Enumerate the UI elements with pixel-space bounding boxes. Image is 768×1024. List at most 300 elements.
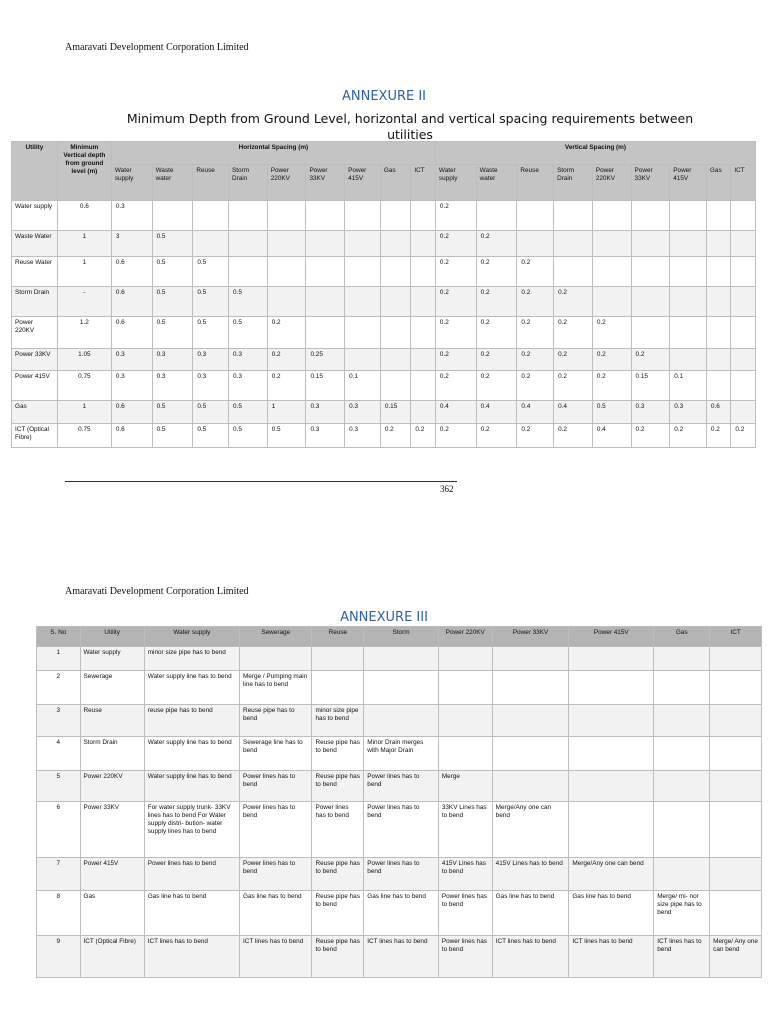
header2-col-10: ICT bbox=[710, 627, 762, 647]
crossing-cell: reuse pipe has to bend bbox=[144, 705, 239, 737]
h-cell: 0.3 bbox=[111, 349, 152, 371]
crossing-cell: Reuse pipe has to bend bbox=[239, 705, 312, 737]
v-cell: 0.2 bbox=[435, 201, 476, 231]
h-cell: 0.2 bbox=[267, 349, 306, 371]
h-cell: 0.5 bbox=[229, 424, 268, 448]
h-cell: 1 bbox=[267, 401, 306, 424]
crossing-cell: 415V Lines has to bend bbox=[492, 858, 569, 891]
header2-col-3: Sewerage bbox=[239, 627, 312, 647]
crossing-cell bbox=[710, 802, 762, 858]
h-cell: 0.6 bbox=[111, 401, 152, 424]
h-cell: 0.5 bbox=[193, 287, 229, 317]
v-cell bbox=[731, 231, 756, 257]
v-cell: 0.2 bbox=[517, 371, 554, 401]
header2-col-9: Gas bbox=[654, 627, 710, 647]
h-cell bbox=[380, 349, 411, 371]
v-cell bbox=[670, 349, 707, 371]
h-cell bbox=[345, 201, 381, 231]
row-depth: 1.2 bbox=[57, 317, 111, 349]
crossing-cell bbox=[654, 802, 710, 858]
subheader-h-8: ICT bbox=[411, 164, 436, 200]
h-cell: 0.3 bbox=[306, 401, 345, 424]
header2-col-8: Power 415V bbox=[569, 627, 654, 647]
v-cell bbox=[706, 201, 730, 231]
header2-col-1: Utility bbox=[80, 627, 144, 647]
v-cell bbox=[631, 317, 670, 349]
crossing-cell bbox=[710, 858, 762, 891]
h-cell: 0.2 bbox=[267, 371, 306, 401]
h-cell bbox=[306, 257, 345, 287]
crossing-cell bbox=[710, 891, 762, 936]
h-cell: 0.6 bbox=[111, 317, 152, 349]
crossing-cell: Merge/Any one can bend bbox=[569, 858, 654, 891]
v-cell bbox=[731, 349, 756, 371]
v-cell: 0.2 bbox=[476, 287, 517, 317]
spacing-table bbox=[11, 141, 756, 448]
h-cell bbox=[411, 201, 436, 231]
v-cell bbox=[592, 231, 631, 257]
h-cell: 0.3 bbox=[111, 371, 152, 401]
crossing-cell: Gas line has to bend bbox=[239, 891, 312, 936]
crossing-cell bbox=[438, 671, 492, 705]
crossing-cell: minor size pipe has to bend bbox=[144, 647, 239, 671]
v-cell bbox=[592, 201, 631, 231]
row-utility: Power 33KV bbox=[12, 349, 58, 371]
crossing-cell: Power lines has to bend bbox=[239, 858, 312, 891]
v-cell: 0.2 bbox=[476, 349, 517, 371]
h-cell bbox=[380, 287, 411, 317]
v-cell bbox=[670, 317, 707, 349]
crossing-cell bbox=[710, 771, 762, 802]
crossing-cell bbox=[710, 647, 762, 671]
table-row bbox=[12, 401, 756, 424]
h-cell: 0.3 bbox=[229, 349, 268, 371]
v-cell bbox=[670, 257, 707, 287]
v-cell: 0.15 bbox=[631, 371, 670, 401]
h-cell: 0.2 bbox=[380, 424, 411, 448]
h-cell: 0.3 bbox=[193, 371, 229, 401]
v-cell: 0.5 bbox=[592, 401, 631, 424]
h-cell: 0.2 bbox=[411, 424, 436, 448]
h-cell bbox=[267, 201, 306, 231]
h-cell: 0.5 bbox=[152, 231, 193, 257]
h-cell: 0.15 bbox=[380, 401, 411, 424]
v-cell: 0.2 bbox=[592, 349, 631, 371]
crossing-cell bbox=[364, 671, 439, 705]
crossing-cell: Power lines has to bend bbox=[364, 858, 439, 891]
h-cell bbox=[380, 371, 411, 401]
crossing-cell: Reuse pipe has to bend bbox=[312, 936, 364, 978]
header2-col-6: Power 220KV bbox=[438, 627, 492, 647]
crossing-cell: 415V Lines has to bend bbox=[438, 858, 492, 891]
crossing-cell: Power lines has to bend bbox=[364, 802, 439, 858]
table-row bbox=[12, 424, 756, 448]
crossing-cell: Merge/ mi- nor size pipe has to bend bbox=[654, 891, 710, 936]
h-cell bbox=[267, 287, 306, 317]
subheader-h-3: Storm Drain bbox=[229, 164, 268, 200]
h-cell bbox=[267, 231, 306, 257]
h-cell: 0.15 bbox=[306, 371, 345, 401]
crossing-cell: Sewerage line has to bend bbox=[239, 737, 312, 771]
h-cell: 0.5 bbox=[229, 317, 268, 349]
crossing-cell bbox=[239, 647, 312, 671]
v-cell: 0.2 bbox=[554, 317, 593, 349]
h-cell: 0.5 bbox=[193, 424, 229, 448]
v-cell bbox=[476, 201, 517, 231]
subheader-h-4: Power 220KV bbox=[267, 164, 306, 200]
h-cell: 0.5 bbox=[193, 257, 229, 287]
subheader-v-7: Gas bbox=[706, 164, 730, 200]
subheader-h-0: Water supply bbox=[111, 164, 152, 200]
row-utility-2: Sewerage bbox=[80, 671, 144, 705]
annexure-ii-title: ANNEXURE II bbox=[341, 89, 427, 104]
h-cell: 0.3 bbox=[152, 349, 193, 371]
v-cell: 0.2 bbox=[554, 371, 593, 401]
h-cell bbox=[380, 201, 411, 231]
crossing-cell: Gas line has to bend bbox=[569, 891, 654, 936]
crossing-cell: Gas line has to bend bbox=[144, 891, 239, 936]
v-cell: 0.2 bbox=[731, 424, 756, 448]
crossing-cell bbox=[569, 705, 654, 737]
crossing-cell bbox=[569, 771, 654, 802]
v-cell bbox=[706, 257, 730, 287]
v-cell: 0.2 bbox=[476, 317, 517, 349]
crossing-cell: Water supply line has to bend bbox=[144, 737, 239, 771]
table-row bbox=[37, 647, 762, 671]
crossing-cell: Merge bbox=[438, 771, 492, 802]
h-cell: 0.3 bbox=[152, 371, 193, 401]
crossing-table bbox=[36, 626, 762, 978]
footer-rule bbox=[65, 481, 457, 482]
v-cell bbox=[592, 257, 631, 287]
crossing-cell bbox=[654, 671, 710, 705]
subheader-row bbox=[12, 164, 756, 200]
h-cell: 3 bbox=[111, 231, 152, 257]
v-cell: 0.2 bbox=[435, 287, 476, 317]
crossing-cell bbox=[492, 671, 569, 705]
h-cell: 0.3 bbox=[345, 401, 381, 424]
v-cell: 0.4 bbox=[554, 401, 593, 424]
crossing-cell: ICT lines has to bend bbox=[492, 936, 569, 978]
v-cell bbox=[631, 287, 670, 317]
v-cell bbox=[731, 287, 756, 317]
row-sno: 5 bbox=[37, 771, 81, 802]
crossing-cell: Power lines has to bend bbox=[438, 891, 492, 936]
v-cell bbox=[706, 371, 730, 401]
table-row bbox=[37, 936, 762, 978]
v-cell bbox=[631, 201, 670, 231]
table-row bbox=[12, 317, 756, 349]
table-row bbox=[12, 201, 756, 231]
row-utility: Power 220KV bbox=[12, 317, 58, 349]
crossing-cell bbox=[492, 771, 569, 802]
h-cell bbox=[306, 201, 345, 231]
row-utility: Water supply bbox=[12, 201, 58, 231]
h-cell bbox=[267, 257, 306, 287]
h-cell bbox=[345, 231, 381, 257]
subheader-v-3: Storm Drain bbox=[554, 164, 593, 200]
row-depth: 1 bbox=[57, 257, 111, 287]
table-row bbox=[37, 771, 762, 802]
v-cell: 0.2 bbox=[592, 371, 631, 401]
header-row-2 bbox=[37, 627, 762, 647]
row-depth: 1.05 bbox=[57, 349, 111, 371]
v-cell: 0.2 bbox=[435, 424, 476, 448]
row-sno: 3 bbox=[37, 705, 81, 737]
crossing-cell: Reuse pipe has to bend bbox=[312, 891, 364, 936]
v-cell bbox=[731, 317, 756, 349]
crossing-cell bbox=[438, 737, 492, 771]
crossing-cell: For water supply trunk- 33KV lines has to bend For Water supply distri- bution- water supply lines has to bend bbox=[144, 802, 239, 858]
row-utility: ICT (Optical Fibre) bbox=[12, 424, 58, 448]
crossing-cell: Power lines has to bend bbox=[312, 802, 364, 858]
header2-col-0: S. No bbox=[37, 627, 81, 647]
h-cell: 0.25 bbox=[306, 349, 345, 371]
v-cell: 0.2 bbox=[517, 424, 554, 448]
v-cell bbox=[706, 231, 730, 257]
crossing-cell: ICT lines has to bend bbox=[144, 936, 239, 978]
crossing-cell: Gas line has to bend bbox=[364, 891, 439, 936]
row-sno: 1 bbox=[37, 647, 81, 671]
subheader-h-1: Waste water bbox=[152, 164, 193, 200]
crossing-cell: Water supply line has to bend bbox=[144, 771, 239, 802]
crossing-cell: Merge/Any one can bend bbox=[492, 802, 569, 858]
crossing-cell bbox=[569, 737, 654, 771]
crossing-cell: 33KV Lines has to bend bbox=[438, 802, 492, 858]
header-utility: Utility bbox=[12, 142, 58, 201]
crossing-cell bbox=[654, 771, 710, 802]
row-utility-2: Power 415V bbox=[80, 858, 144, 891]
crossing-cell: Power lines has to bend bbox=[364, 771, 439, 802]
row-utility-2: Storm Drain bbox=[80, 737, 144, 771]
h-cell bbox=[380, 317, 411, 349]
crossing-cell bbox=[654, 858, 710, 891]
org-name-header-2: Amaravati Development Corporation Limited bbox=[65, 586, 249, 597]
v-cell: 0.2 bbox=[517, 257, 554, 287]
v-cell: 0.3 bbox=[631, 401, 670, 424]
h-cell: 0.3 bbox=[306, 424, 345, 448]
row-sno: 8 bbox=[37, 891, 81, 936]
h-cell: 0.3 bbox=[193, 349, 229, 371]
crossing-cell bbox=[569, 671, 654, 705]
crossing-cell: Power lines has to bend bbox=[239, 802, 312, 858]
h-cell bbox=[411, 231, 436, 257]
h-cell bbox=[193, 231, 229, 257]
v-cell bbox=[631, 257, 670, 287]
h-cell: 0.6 bbox=[111, 424, 152, 448]
v-cell bbox=[517, 231, 554, 257]
v-cell: 0.2 bbox=[435, 371, 476, 401]
v-cell: 0.2 bbox=[670, 424, 707, 448]
header-row bbox=[12, 142, 756, 165]
header2-col-7: Power 33KV bbox=[492, 627, 569, 647]
table-row bbox=[12, 287, 756, 317]
header2-col-2: Water supply bbox=[144, 627, 239, 647]
crossing-cell bbox=[438, 647, 492, 671]
v-cell bbox=[554, 257, 593, 287]
v-cell: 0.2 bbox=[435, 231, 476, 257]
h-cell: 0.1 bbox=[345, 371, 381, 401]
v-cell: 0.2 bbox=[517, 287, 554, 317]
v-cell bbox=[670, 287, 707, 317]
crossing-cell bbox=[492, 647, 569, 671]
v-cell bbox=[592, 287, 631, 317]
h-cell bbox=[411, 401, 436, 424]
crossing-cell: Reuse pipe has to bend bbox=[312, 771, 364, 802]
row-utility-2: Water supply bbox=[80, 647, 144, 671]
h-cell: 0.5 bbox=[229, 287, 268, 317]
v-cell bbox=[631, 231, 670, 257]
crossing-cell bbox=[710, 671, 762, 705]
h-cell: 0.5 bbox=[267, 424, 306, 448]
v-cell: 0.6 bbox=[706, 401, 730, 424]
v-cell: 0.2 bbox=[517, 349, 554, 371]
crossing-cell: Power lines has to bend bbox=[239, 771, 312, 802]
v-cell bbox=[554, 231, 593, 257]
v-cell bbox=[731, 401, 756, 424]
subheader-h-7: Gas bbox=[380, 164, 411, 200]
v-cell: 0.2 bbox=[554, 349, 593, 371]
crossing-cell bbox=[364, 705, 439, 737]
crossing-cell: Merge / Pumping main line has to bend bbox=[239, 671, 312, 705]
header2-col-5: Storm bbox=[364, 627, 439, 647]
crossing-cell bbox=[438, 705, 492, 737]
h-cell bbox=[411, 287, 436, 317]
v-cell bbox=[554, 201, 593, 231]
h-cell: 0.3 bbox=[229, 371, 268, 401]
v-cell bbox=[731, 201, 756, 231]
v-cell: 0.2 bbox=[476, 371, 517, 401]
row-utility: Reuse Water bbox=[12, 257, 58, 287]
h-cell bbox=[411, 257, 436, 287]
v-cell: 0.4 bbox=[476, 401, 517, 424]
row-utility: Storm Drain bbox=[12, 287, 58, 317]
subheader-v-8: ICT bbox=[731, 164, 756, 200]
row-utility: Gas bbox=[12, 401, 58, 424]
crossing-cell: ICT lines has to bend bbox=[239, 936, 312, 978]
crossing-cell bbox=[492, 705, 569, 737]
crossing-cell bbox=[364, 647, 439, 671]
h-cell bbox=[345, 257, 381, 287]
row-depth: 0.75 bbox=[57, 424, 111, 448]
subheader-h-5: Power 33KV bbox=[306, 164, 345, 200]
table-title: Minimum Depth from Ground Level, horizontal and vertical spacing requirements between utilities bbox=[126, 111, 694, 142]
v-cell bbox=[517, 201, 554, 231]
crossing-cell bbox=[710, 705, 762, 737]
h-cell bbox=[229, 201, 268, 231]
h-cell: 0.2 bbox=[267, 317, 306, 349]
header-min-depth: Minimum Vertical depth from ground level (m) bbox=[57, 142, 111, 201]
h-cell bbox=[345, 287, 381, 317]
table-row bbox=[37, 802, 762, 858]
crossing-cell bbox=[492, 737, 569, 771]
table-row bbox=[12, 349, 756, 371]
v-cell: 0.2 bbox=[706, 424, 730, 448]
h-cell bbox=[345, 349, 381, 371]
row-utility-2: Reuse bbox=[80, 705, 144, 737]
v-cell bbox=[731, 371, 756, 401]
crossing-cell: Reuse pipe has to bend bbox=[312, 737, 364, 771]
table-row bbox=[37, 737, 762, 771]
h-cell bbox=[306, 231, 345, 257]
h-cell: 0.6 bbox=[111, 287, 152, 317]
crossing-cell bbox=[569, 802, 654, 858]
crossing-cell: Reuse pipe has to bend bbox=[312, 858, 364, 891]
crossing-cell bbox=[312, 671, 364, 705]
v-cell bbox=[706, 287, 730, 317]
v-cell: 0.2 bbox=[554, 424, 593, 448]
crossing-cell bbox=[654, 705, 710, 737]
row-depth: - bbox=[57, 287, 111, 317]
v-cell: 0.4 bbox=[435, 401, 476, 424]
subheader-v-6: Power 415V bbox=[670, 164, 707, 200]
crossing-cell: Minor Drain merges with Major Drain bbox=[364, 737, 439, 771]
table-row bbox=[37, 891, 762, 936]
row-sno: 4 bbox=[37, 737, 81, 771]
row-depth: 1 bbox=[57, 231, 111, 257]
row-utility-2: Power 220KV bbox=[80, 771, 144, 802]
h-cell bbox=[345, 317, 381, 349]
v-cell: 0.4 bbox=[592, 424, 631, 448]
h-cell bbox=[306, 287, 345, 317]
h-cell: 0.5 bbox=[229, 401, 268, 424]
v-cell bbox=[706, 317, 730, 349]
header-vertical: Vertical Spacing (m) bbox=[435, 142, 755, 165]
v-cell bbox=[670, 201, 707, 231]
crossing-cell: ICT lines has to bend bbox=[364, 936, 439, 978]
row-sno: 2 bbox=[37, 671, 81, 705]
v-cell: 0.4 bbox=[517, 401, 554, 424]
table-row bbox=[12, 371, 756, 401]
row-depth: 1 bbox=[57, 401, 111, 424]
h-cell bbox=[152, 201, 193, 231]
crossing-cell: Gas line has to bend bbox=[492, 891, 569, 936]
page-number: 362 bbox=[440, 484, 454, 494]
header2-col-4: Reuse bbox=[312, 627, 364, 647]
v-cell bbox=[670, 231, 707, 257]
h-cell bbox=[380, 231, 411, 257]
crossing-cell bbox=[654, 737, 710, 771]
subheader-v-5: Power 33KV bbox=[631, 164, 670, 200]
crossing-cell bbox=[710, 737, 762, 771]
v-cell: 0.2 bbox=[517, 317, 554, 349]
v-cell: 0.2 bbox=[435, 349, 476, 371]
crossing-cell: Power lines has to bend bbox=[144, 858, 239, 891]
h-cell: 0.3 bbox=[111, 201, 152, 231]
crossing-cell: Merge/ Any one can bend bbox=[710, 936, 762, 978]
table-row bbox=[37, 858, 762, 891]
h-cell bbox=[306, 317, 345, 349]
header-horizontal: Horizontal Spacing (m) bbox=[111, 142, 435, 165]
row-sno: 7 bbox=[37, 858, 81, 891]
crossing-cell: minor size pipe has to bend bbox=[312, 705, 364, 737]
row-sno: 9 bbox=[37, 936, 81, 978]
crossing-cell bbox=[312, 647, 364, 671]
h-cell bbox=[411, 317, 436, 349]
row-utility-2: ICT (Optical Fibre) bbox=[80, 936, 144, 978]
annexure-iii-title: ANNEXURE III bbox=[340, 610, 428, 625]
v-cell: 0.3 bbox=[670, 401, 707, 424]
subheader-h-6: Power 415V bbox=[345, 164, 381, 200]
v-cell: 0.2 bbox=[476, 424, 517, 448]
row-depth: 0.6 bbox=[57, 201, 111, 231]
crossing-cell: ICT lines has to bend bbox=[654, 936, 710, 978]
row-depth: 0.75 bbox=[57, 371, 111, 401]
h-cell: 0.5 bbox=[193, 401, 229, 424]
h-cell: 0.5 bbox=[152, 257, 193, 287]
v-cell bbox=[731, 257, 756, 287]
crossing-cell: ICT lines has to bend bbox=[569, 936, 654, 978]
